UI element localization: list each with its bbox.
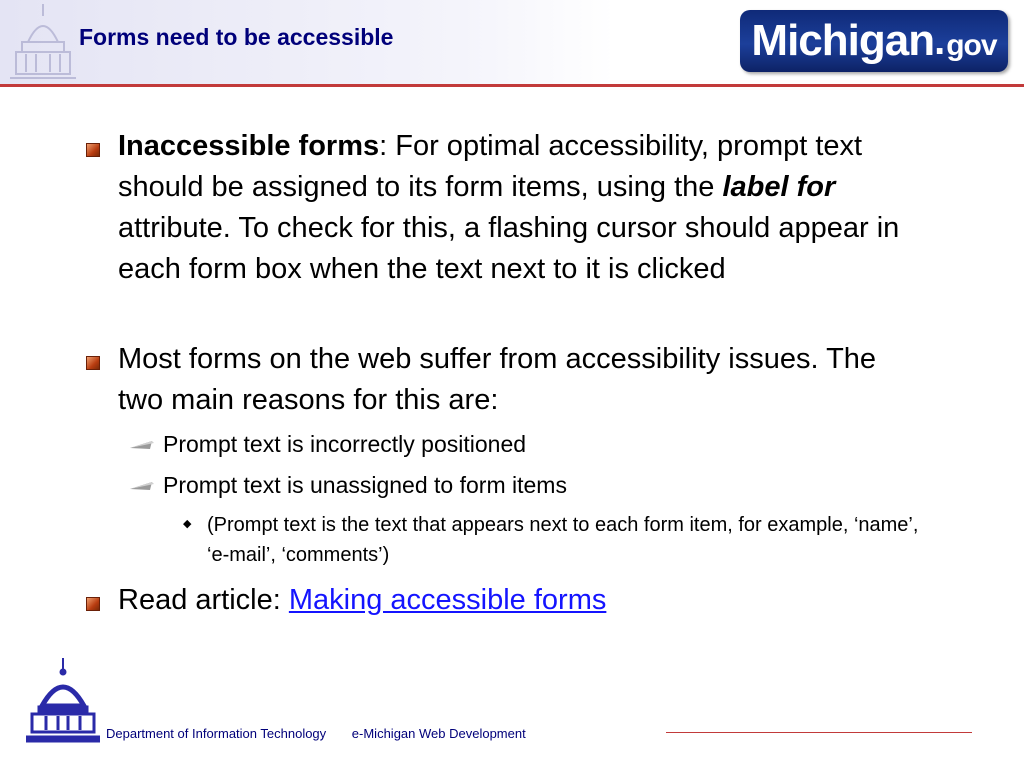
slide-footer [106, 726, 548, 741]
arrow-bullet-icon [130, 438, 154, 450]
square-bullet-icon [86, 356, 100, 370]
logo-main-text: Michigan [751, 16, 935, 65]
bullet-term: Inaccessible forms [118, 130, 380, 162]
sub-bullet-text: Prompt text is incorrectly positioned [163, 431, 527, 457]
bullet-text-b: attribute. To check for this, a flashing cursor should appear in each form box when the text next to it is clicked [118, 212, 900, 285]
capitol-dome-icon [8, 2, 78, 82]
bullet-prefix: Read article: [118, 584, 289, 616]
logo-suffix-text: gov [946, 29, 997, 62]
sub-sub-bullet-prompt-definition [207, 510, 927, 570]
bullet-text-a: : For optimal accessibility, prompt text should be assigned to its form items, using the [118, 130, 863, 203]
slide-header [0, 0, 1024, 86]
footer-unit: e-Michigan Web Development [351, 726, 526, 741]
logo-dot: . [934, 18, 945, 63]
header-divider [0, 84, 1024, 87]
sub-bullet-text: Prompt text is unassigned to form items [163, 472, 567, 498]
bullet-read-article [118, 580, 938, 621]
bullet-text: Most forms on the web suffer from accessibility issues. The two main reasons for this are: [118, 343, 877, 416]
arrow-bullet-icon [130, 479, 154, 491]
square-bullet-icon [86, 143, 100, 157]
michigan-gov-logo [740, 10, 1008, 72]
bullet-inaccessible-forms [118, 126, 938, 290]
article-link[interactable]: Making accessible forms [288, 584, 607, 616]
slide-title: Forms need to be accessible [79, 24, 394, 50]
sub-sub-bullet-text: (Prompt text is the text that appears next to each form item, for example, ‘name’, ‘e-mail’, ‘comments’) [207, 514, 919, 566]
sub-bullet-positioned [163, 429, 943, 459]
sub-bullet-unassigned [163, 470, 943, 500]
capitol-dome-icon [26, 658, 100, 748]
bullet-most-forms [118, 339, 878, 421]
footer-department: Department of Information Technology [106, 726, 327, 741]
footer-divider [666, 732, 972, 733]
square-bullet-icon [86, 597, 100, 611]
bullet-emphasis: label for [722, 171, 836, 203]
diamond-bullet-icon: ◆ [183, 518, 192, 530]
